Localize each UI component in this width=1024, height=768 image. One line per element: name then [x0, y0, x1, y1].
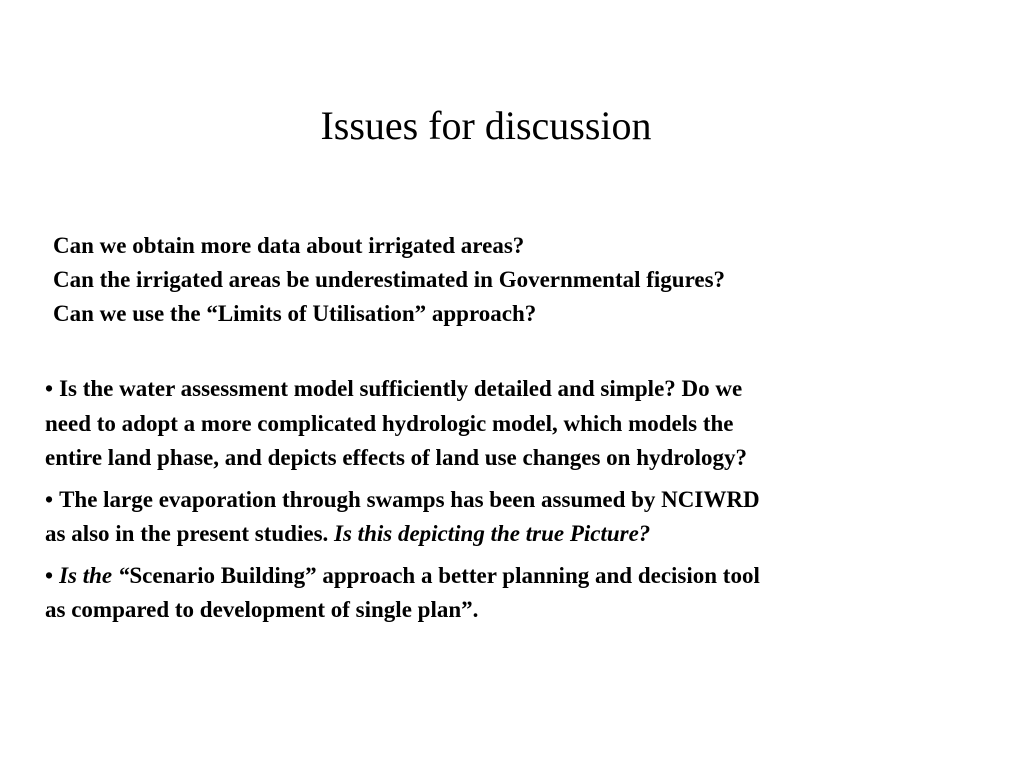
bullet-item-model [45, 372, 945, 476]
question-item: Can the irrigated areas be underestimated in Governmental figures? [53, 267, 726, 292]
bullet-symbol: • [45, 486, 54, 512]
bullet-item-evaporation [45, 483, 945, 552]
question-item: Can we obtain more data about irrigated areas? [53, 233, 525, 258]
question-item: Can we use the “Limits of Utilisation” approach? [53, 301, 537, 326]
bullet-text: Is the water assessment model sufficiently detailed and simple? Do we [59, 376, 743, 401]
bullet-text: The large evaporation through swamps has been assumed by NCIWRD [59, 486, 760, 512]
bullet-italic-text: Is this depicting the true Picture? [334, 521, 651, 546]
bullet-text: as also in the present studies. [45, 521, 329, 546]
bullet-text: as compared to development of single plan”. [45, 597, 479, 622]
questions-list [53, 229, 725, 331]
bullet-item-scenario [45, 559, 945, 628]
bullet-symbol: • [45, 376, 54, 401]
bullet-list [45, 372, 945, 635]
bullet-text: Scenario Building” approach a better planning and decision tool [129, 562, 760, 588]
bullet-text: entire land phase, and depicts effects of land use changes on hydrology? [45, 445, 747, 470]
bullet-italic-text: Is the “ [59, 562, 130, 588]
slide-title: Issues for discussion [320, 103, 652, 148]
bullet-symbol: • [45, 562, 54, 588]
bullet-text: need to adopt a more complicated hydrologic model, which models the [45, 410, 734, 436]
